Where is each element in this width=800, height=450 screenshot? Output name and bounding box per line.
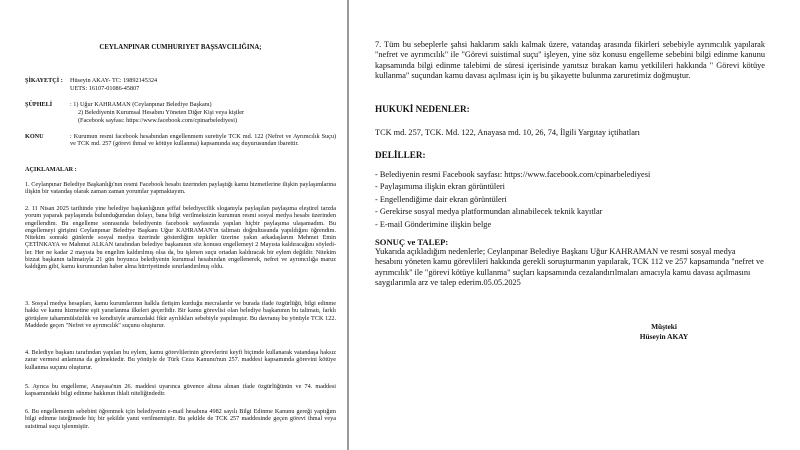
paragraph-1: 1. Ceylanpınar Belediye Başkanlığı'nın resmi Facebook hesabı üzerinden paylaştığı kamu hizmetlerine ilişkin paylaşımlarına ilişkin bir vatandaş olarak zaman zaman yorumlar yapmaktayım.: [25, 181, 336, 196]
evidence-item: - Belediyenin resmi Facebook sayfası: https://www.facebook.com/cpinarbelediyesi: [375, 170, 651, 179]
subject-block: [25, 133, 336, 148]
conclusion-text: Yukarıda açıkladığım nedenlerle; Ceylanpınar Belediye Başkanı Uğur KAHRAMAN ve resmi sosyal medya hesabını yöneten kamu görevlileri hakkında gerekli soruşturmanın yapılarak, TCK 112 ve 257 kapsamında "nefret ve ayrımcılık" ile "görevi kötüye kullanma" suçları kapsamında cezalandırılmaları amacıyla kamu davası açılmasını saygılarımla arz ve talep ederim.05.05.2025: [375, 247, 764, 287]
evidence-item: - Engellendiğime dair ekran görüntüleri: [375, 194, 507, 204]
subject-text: : Kurumun resmi facebook hesabından engellenmem suretiyle TCK md. 122 (Nefret ve Ayrımcılık Suçu) ve TCK md. 257 (görevi ihmal ve kötüye kullanma) kapsamında suç duyurusundan ibarettir.: [70, 133, 336, 148]
suspects-line-3: (Facebook sayfası: https://www.facebook.com/cpinarbelediyesi): [78, 117, 238, 124]
paragraph-5: 5. Ayrıca bu engelleme, Anayasa'nın 26. maddesi uyarınca güvence altına alınan ifade özgürlüğünün ve 74. maddesi kapsamındaki bilgi edinme hakkının ihlali niteliğindedir.: [25, 383, 336, 398]
evidence-item: - Paylaşımıma ilişkin ekran görüntüleri: [375, 182, 505, 192]
right-document-page: [349, 0, 800, 450]
subject-label: KONU: [25, 133, 44, 140]
evidence-item: - E-mail Gönderimine ilişkin belge: [375, 219, 492, 229]
conclusion-heading: SONUÇ ve TALEP:: [375, 237, 449, 247]
complainant-label: ŞİKAYETÇİ :: [25, 77, 63, 84]
left-document-page: [0, 0, 349, 450]
signature-title: Müşteki: [651, 322, 677, 331]
legal-grounds-text: TCK md. 257, TCK. Md. 122, Anayasa md. 10, 26, 74, İlgili Yargıtay içtihatları: [375, 128, 640, 137]
paragraph-3: 3. Sosyal medya hesapları, kamu kurumlarının halkla iletişim kurduğu mecralardır ve burada ifade özgürlüğü, bilgi edinme hakkı ve kamu hizmetine eşit yararlanma ilkeleri geçerlidir. Bir kamu görevlisi olan belediye başkanının bu talimatı, farklı görüşlere tahammülsüzlük ve kendisiyle aramızdaki fikir ayrılıkları sebebiyle yapılmıştır. Bu davranış bu yönüyle TCK 122. Maddede geçen "Nefret ve ayrımcılık" suçunu oluşturur.: [25, 300, 336, 329]
legal-grounds-heading: HUKUKİ NEDENLER:: [375, 104, 470, 114]
evidence-heading: DELİLLER:: [375, 150, 426, 160]
signature-block: [599, 322, 729, 342]
paragraph-4: 4. Belediye başkanı tarafından yapılan bu eylem, kamu görevlilerinin görevlerini keyfi biçimde kullanarak vatandaşa haksız zarar vermesi anlamına da gelmektedir. Bu yönüyle de Türk Ceza Kanunu'nun 257. maddesi kapsamında görevini kötüye kullanma suçunu oluşturur.: [25, 349, 336, 371]
evidence-list: [375, 169, 775, 231]
suspects-block: [25, 101, 336, 125]
paragraph-7: 7. Tüm bu sebeplerle şahsi haklarım saklı kalmak üzere, vatandaş arasında fikirleri sebebiyle ayrımcılık yapılarak "nefret ve ayrımcılık" ile "Görevi suistimal suçu" işleyen, yine söz konusu engelleme sebebini bilgi edinme kanunu kapsamında bilgi edinme talebimi de süresi içerisinde yanıtsız bırakan kamu yetkilileri hakkında " Görevi kötüye kullanma" suçundan kamu davası açılması için iş bu şikayette bulunma zaruretimiz doğmuştur.: [375, 40, 765, 80]
explanations-heading: AÇIKLAMALAR :: [25, 166, 77, 173]
evidence-item: - Gerekirse sosyal medya platformundan alınabilecek teknik kayıtlar: [375, 207, 603, 217]
suspects-label: ŞÜPHELİ: [25, 101, 53, 108]
suspects-line-1: : 1) Uğur KAHRAMAN (Ceylanpınar Belediye Başkanı): [70, 101, 212, 108]
paragraph-2: 2. 11 Nisan 2025 tarihinde yine belediye başkanlığının şeffaf belediyecilik sloganıyla paylaşılan paylaşıma eleştirel tarzda yorum yaparak paylaşımda bulunduğumdan dolayı, bana bilgi verilmeksizin kurumun resmi sosyal medya hesabı üzerinden engellendim. Bu engelleme sonrasında belediyenin facebook sayfasında yapılan hiçbir paylaşıma ulaşamadım. Bu engellemeyi girişimi Ceylanpınar Belediye Başkanı Uğur KAHRAMAN'ın talimatı doğrultusunda yapıldığını öğrendim. Nitekim sonraki günlerde sosyal medya üzerinde gösterdiğim tepkiler üzerine yakın arkadaşlarım Mehmet Emin ÇETİNKAYA ve Mahmut ALKAN tarafından belediye başkanının söz konusu engellemeyi 2 Mayısta kaldıracağını söylediler. Her ne kadar 2 mayısta bu engelim kaldırılmış olsa da, bu işlenen suçu ortadan kaldıracak bir eylem değildir. Nitekim bizzat başkanın talimatıyla 21 gün boyunca belediyenin kurumsal hesabından engellenerek, nefret ve ayrımcılığa maruz kaldığım gibi, kamu kurumundan haber alma hürriyetimde sınırlandırılmış oldu.: [25, 205, 336, 271]
complainant-line-2: UETS: 16107-01086-45807: [70, 85, 140, 92]
paragraph-6: 6. Bu engellemenin sebebini öğrenmek için belediyenin e-mail hesabına 4982 sayılı Bilgi Edinme Kanunu gereği yaptığım bilgi edinme isteğimede hiç bir şekilde yanıt verilmemiştir. Bu şekilde de TCK 257 maddesinde geçen görevi ihmal veya suistimal suçu işlenmiştir.: [25, 408, 336, 430]
document-title: CEYLANPINAR CUMHURIYET BAŞSAVCILIĞINA;: [99, 44, 262, 51]
complainant-block: [25, 77, 336, 93]
complainant-line-1: Hüseyin AKAY- TC: 19892145324: [70, 77, 158, 84]
suspects-line-2: 2) Belediyenin Kurumsal Hesabını Yöneten Diğer Kişi veya kişiler: [78, 109, 245, 116]
signature-name: Hüseyin AKAY: [639, 332, 689, 341]
